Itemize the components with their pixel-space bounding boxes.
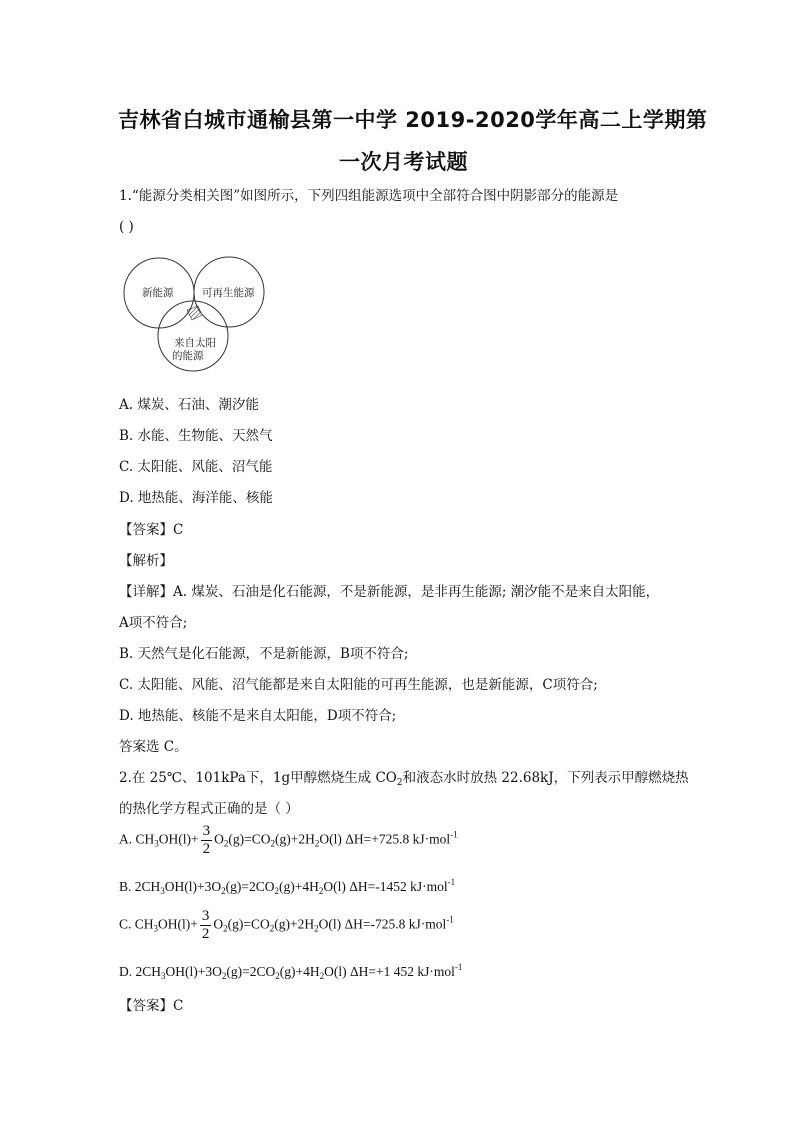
q1-detail-3: B. 天然气是化石能源，不是新能源，B项不符合; — [119, 646, 409, 662]
label-new-energy: 新能源 — [142, 287, 174, 299]
doc-title-line2: 一次月考试题 — [339, 150, 468, 174]
q2-option-a: A. $CH_3OH(l)+$ $\frac{3}{2}$ $O_2(g)=CO_2(g)+2H_2O(l)$ ΔH=+725.8 kJ·mol$^{-1}$ — [119, 823, 458, 857]
q1-detail-2: A项不符合; — [119, 615, 188, 631]
q1-paren: ( ) — [119, 219, 134, 235]
doc-title-line1: 吉林省白城市通榆县第一中学 2019-2020学年高二上学期第 — [118, 108, 708, 132]
q2-option-c: C. $CH_3OH(l)+$ $\frac{3}{2}$ $O_2(g)=CO_2(g)+2H_2O(l)$ ΔH=-725.8 kJ·mol$^{-1}$ — [119, 908, 454, 942]
q1-detail-5: D. 地热能、核能不是来自太阳能，D项不符合; — [119, 708, 397, 724]
q1-detail-4: C. 太阳能、风能、沼气能都是来自太阳能的可再生能源，也是新能源，C项符合; — [119, 677, 598, 693]
label-solar-line2: 的能源 — [172, 350, 204, 362]
label-solar-line1: 来自太阳 — [174, 337, 216, 349]
q2-stem-line1: 2.在 25℃、101kPa下，1g甲醇燃烧生成 $CO_2$和液态水时放热 22.68kJ，下列表示甲醇燃烧热 — [119, 770, 689, 788]
fraction-3-2: $\frac{3}{2}$ — [201, 908, 210, 942]
q1-option-a: A. 煤炭、石油、潮汐能 — [119, 397, 259, 413]
fraction-3-2: $\frac{3}{2}$ — [202, 823, 211, 857]
q2-option-d: D. $2CH_3OH(l)+3O_2(g)=2CO_2(g)+4H_2O(l)$ ΔH=+1 452 kJ·mol$^{-1}$ — [119, 962, 463, 981]
q1-detail-1: 【详解】A. 煤炭、石油是化石能源，不是新能源，是非再生能源; 潮汐能不是来自太阳能， — [119, 584, 660, 600]
q2-stem-line2: 的热化学方程式正确的是（ ） — [119, 801, 299, 817]
q2-answer: 【答案】C — [119, 998, 184, 1014]
q1-conclusion: 答案选 C。 — [119, 739, 188, 755]
q1-analysis-head: 【解析】 — [119, 553, 173, 569]
q1-stem: 1.“能源分类相关图”如图所示，下列四组能源选项中全部符合图中阴影部分的能源是 — [119, 188, 619, 204]
q1-option-d: D. 地热能、海洋能、核能 — [119, 490, 273, 506]
q1-option-b: B. 水能、生物能、天然气 — [119, 428, 273, 444]
q1-answer: 【答案】C — [119, 522, 184, 538]
shaded-intersection — [187, 306, 202, 320]
label-renewable-energy: 可再生能源 — [202, 287, 255, 299]
q1-option-c: C. 太阳能、风能、沼气能 — [119, 459, 273, 475]
venn-diagram — [118, 250, 268, 375]
q2-option-b: B. $2CH_3OH(l)+3O_2(g)=2CO_2(g)+4H_2O(l)$ ΔH=-1452 kJ·mol$^{-1}$ — [119, 877, 456, 896]
